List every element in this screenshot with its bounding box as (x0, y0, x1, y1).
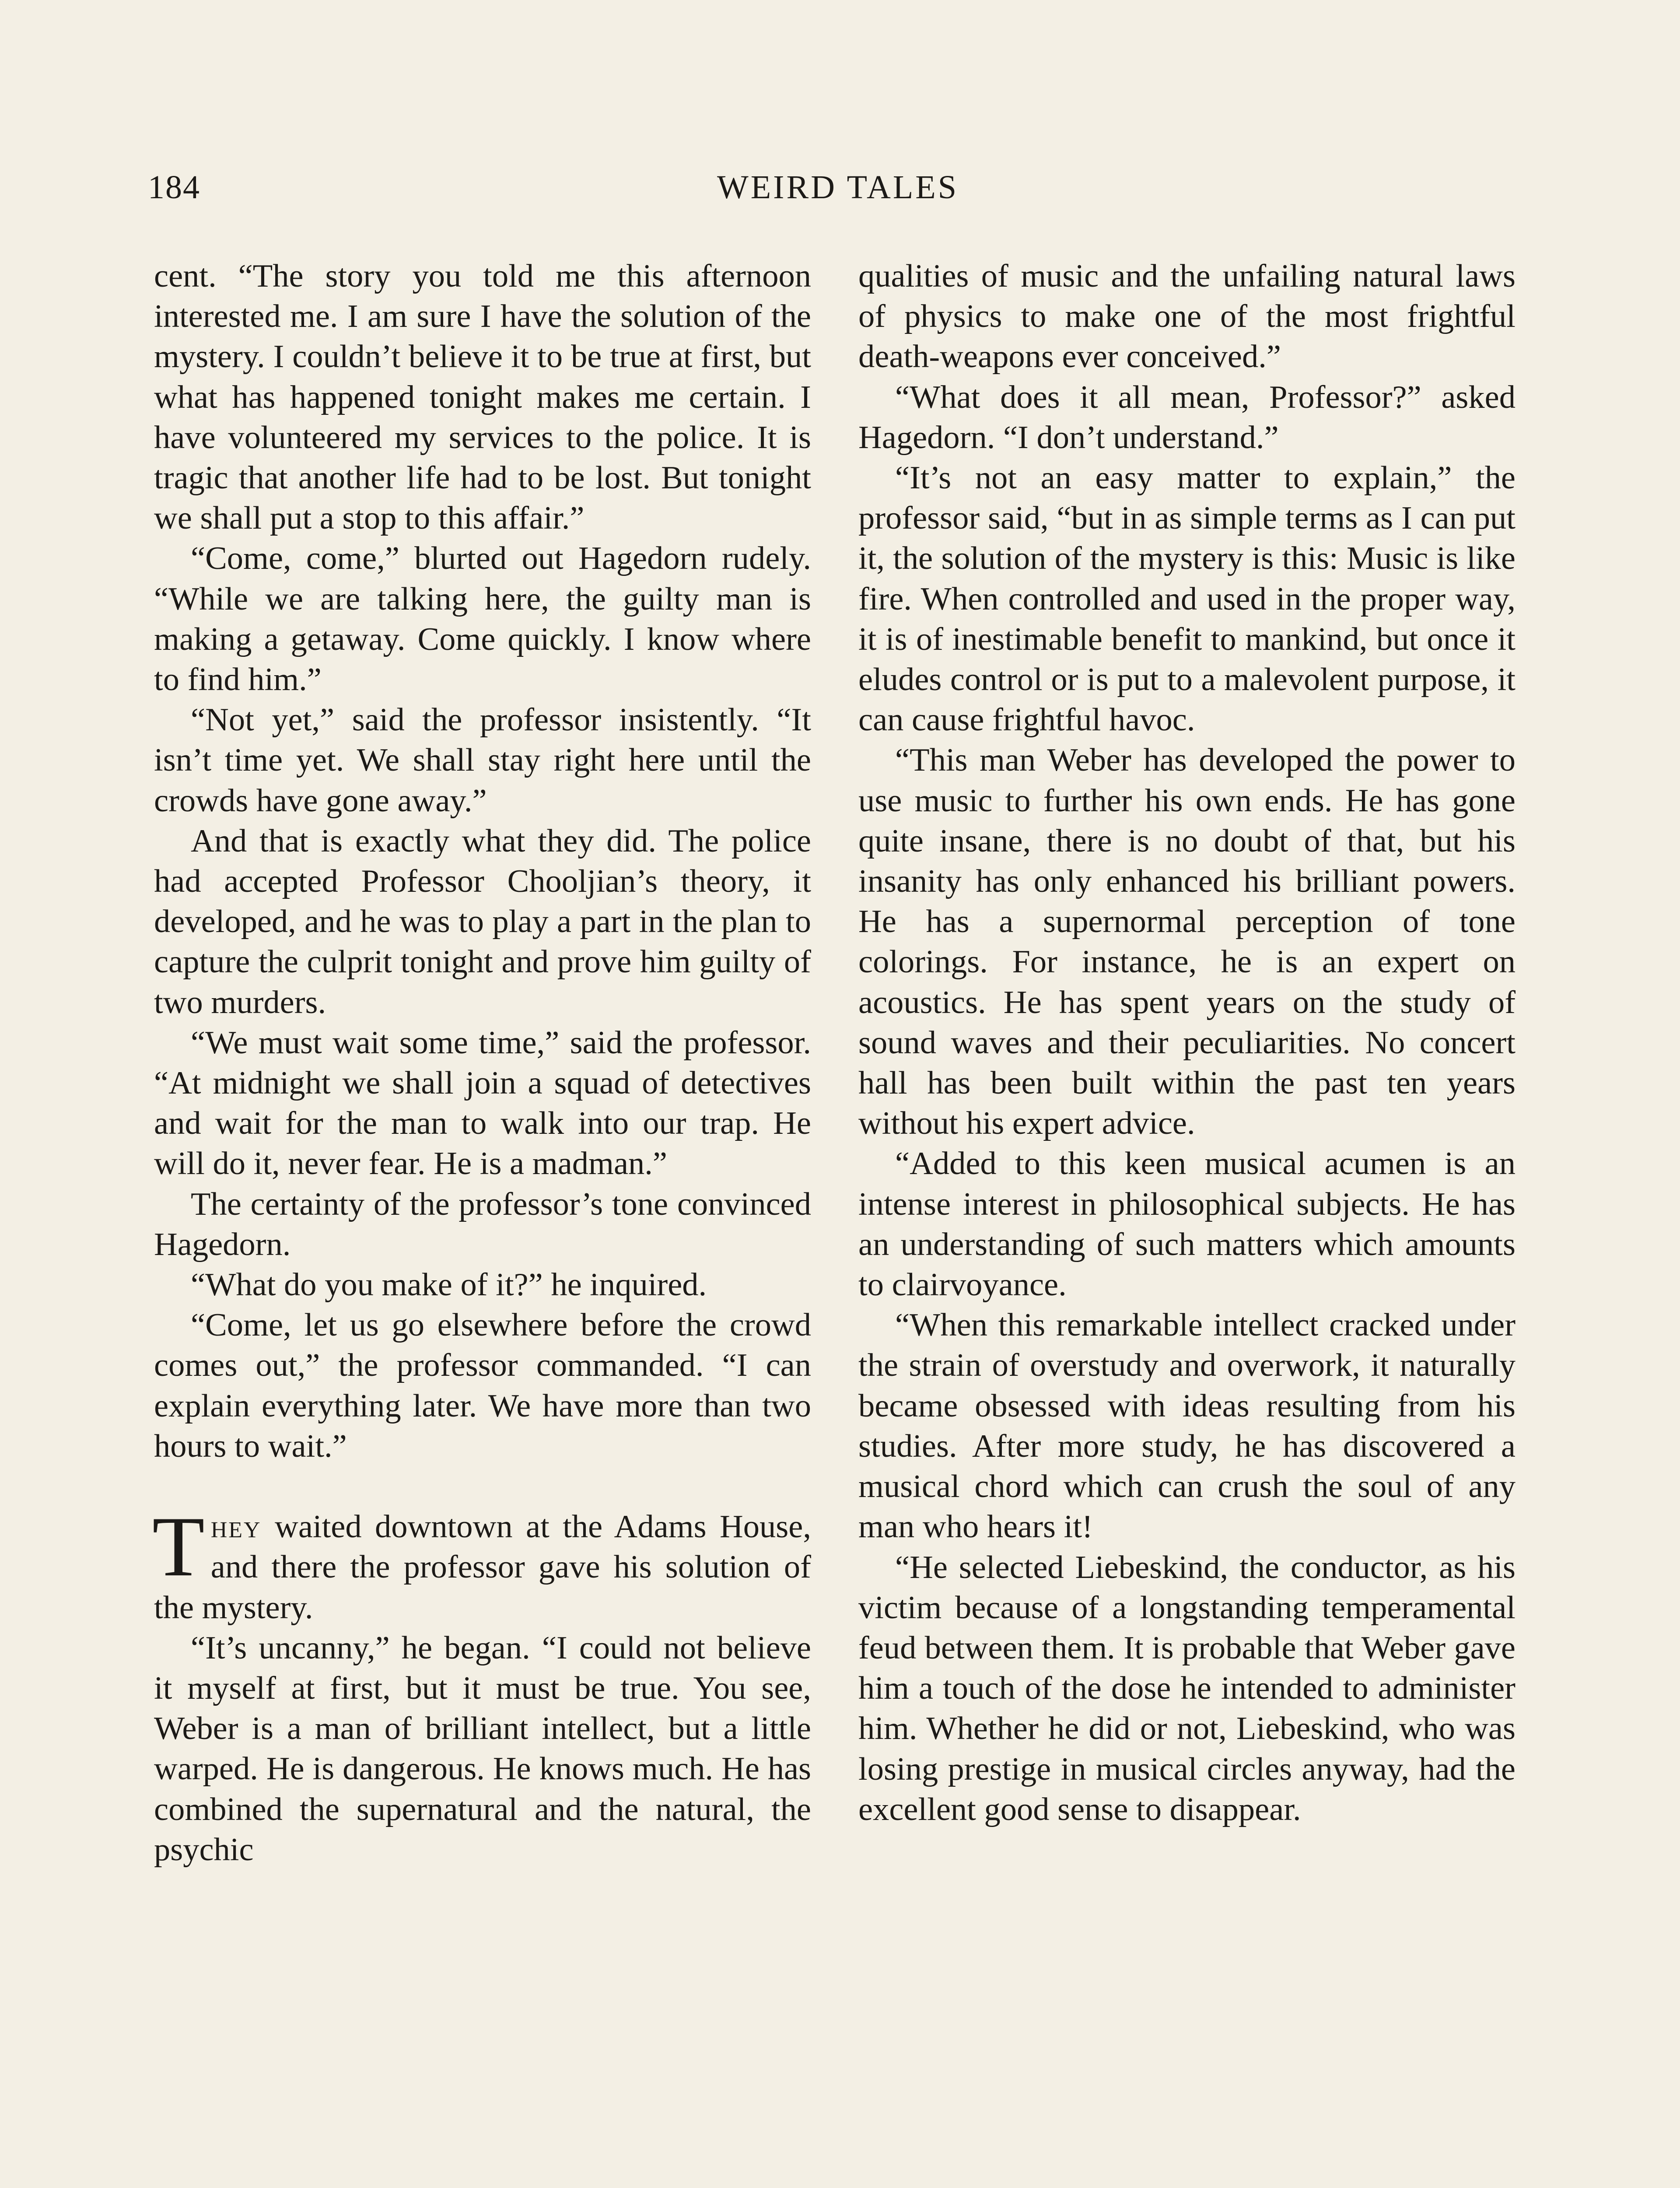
paragraph: “We must wait some time,” said the professor. “At midnight we shall join a squad of detectives and wait for the man to walk into our trap. He will do it, never fear. He is a madman.” (154, 1024, 811, 1182)
paragraph: “This man Weber has developed the power to use music to further his own ends. He has gone quite insane, there is no doubt of that, but his insanity has only enhanced his brilliant powers. He has a supernormal perception of tone colorings. For instance, he is an expert on acoustics. He has spent years on the study of sound waves and their peculiarities. No concert hall has been built within the past ten years without his expert advice. (858, 742, 1516, 1142)
right-column (858, 256, 1516, 1830)
paragraph: “What does it all mean, Professor?” asked Hagedorn. “I don’t understand.” (858, 379, 1516, 456)
paragraph: The certainty of the professor’s tone convinced Hagedorn. (154, 1186, 811, 1262)
paragraph: And that is exactly what they did. The police had accepted Professor Chooljian’s theory, it developed, and he was to play a part in the plan to capture the culprit tonight and prove him guilty of two murders. (154, 823, 811, 1020)
paragraph: “Come, come,” blurted out Hagedorn rudely. “While we are talking here, the guilty man is making a getaway. Come quickly. I know where to find him.” (154, 540, 811, 698)
paragraph: “It’s not an easy matter to explain,” the professor said, “but in as simple terms as I can put it, the solution of the mystery is this: Music is like fire. When controlled and used in the proper way, it is of inestimable benefit to mankind, but once it eludes control or is put to a malevolent purpose, it can cause frightful havoc. (858, 460, 1516, 738)
page-header (144, 161, 1531, 214)
paragraph: “Not yet,” said the professor insistently. “It isn’t time yet. We shall stay right here until the crowds have gone away.” (154, 702, 811, 819)
section-opening-text: waited downtown at the Adams House, and there the professor gave his solution of the mystery. (154, 1509, 811, 1626)
small-caps-lead: hey (210, 1509, 262, 1545)
paragraph: “What do you make of it?” he inquired. (191, 1267, 707, 1303)
page-number: 184 (148, 169, 200, 206)
paragraph: cent. “The story you told me this afternoon interested me. I am sure I have the solution of the mystery. I couldn’t believe it to be true at first, but what has happened tonight makes me certain. I have volunteered my services to the police. It is tragic that another life had to be lost. But tonight we shall put a stop to this affair.” (154, 258, 811, 536)
drop-cap: T (152, 1499, 205, 1595)
paragraph: “When this remarkable intellect cracked under the strain of overstudy and overwork, it naturally became obsessed with ideas resulting from his studies. After more study, he has discovered a musical chord which can crush the soul of any man who hears it! (858, 1307, 1516, 1545)
paragraph: “It’s uncanny,” he began. “I could not believe it myself at first, but it must be true. You see, Weber is a man of brilliant intellect, but a little warped. He is dangerous. He knows much. He has combined the supernatural and the natural, the psychic (154, 1630, 811, 1868)
paragraph: “Come, let us go elsewhere before the crowd comes out,” the professor commanded. “I can explain everything later. We have more than two hours to wait.” (154, 1307, 811, 1464)
running-head: WEIRD TALES (717, 169, 959, 206)
paragraph: qualities of music and the unfailing natural laws of physics to make one of the most frightful death-weapons ever conceived.” (858, 258, 1516, 375)
left-column (154, 256, 811, 1870)
paragraph: “He selected Liebeskind, the conductor, as his victim because of a longstanding temperamental feud between them. It is probable that Weber gave him a touch of the dose he intended to administer him. Whether he did or not, Liebeskind, who was losing prestige in musical circles anyway, had the excellent good sense to disappear. (858, 1549, 1516, 1827)
section-opening-paragraph (152, 1499, 811, 1628)
paragraph: “Added to this keen musical acumen is an intense interest in philosophical subjects. He has an understanding of such matters which amounts to clairvoyance. (858, 1146, 1516, 1303)
